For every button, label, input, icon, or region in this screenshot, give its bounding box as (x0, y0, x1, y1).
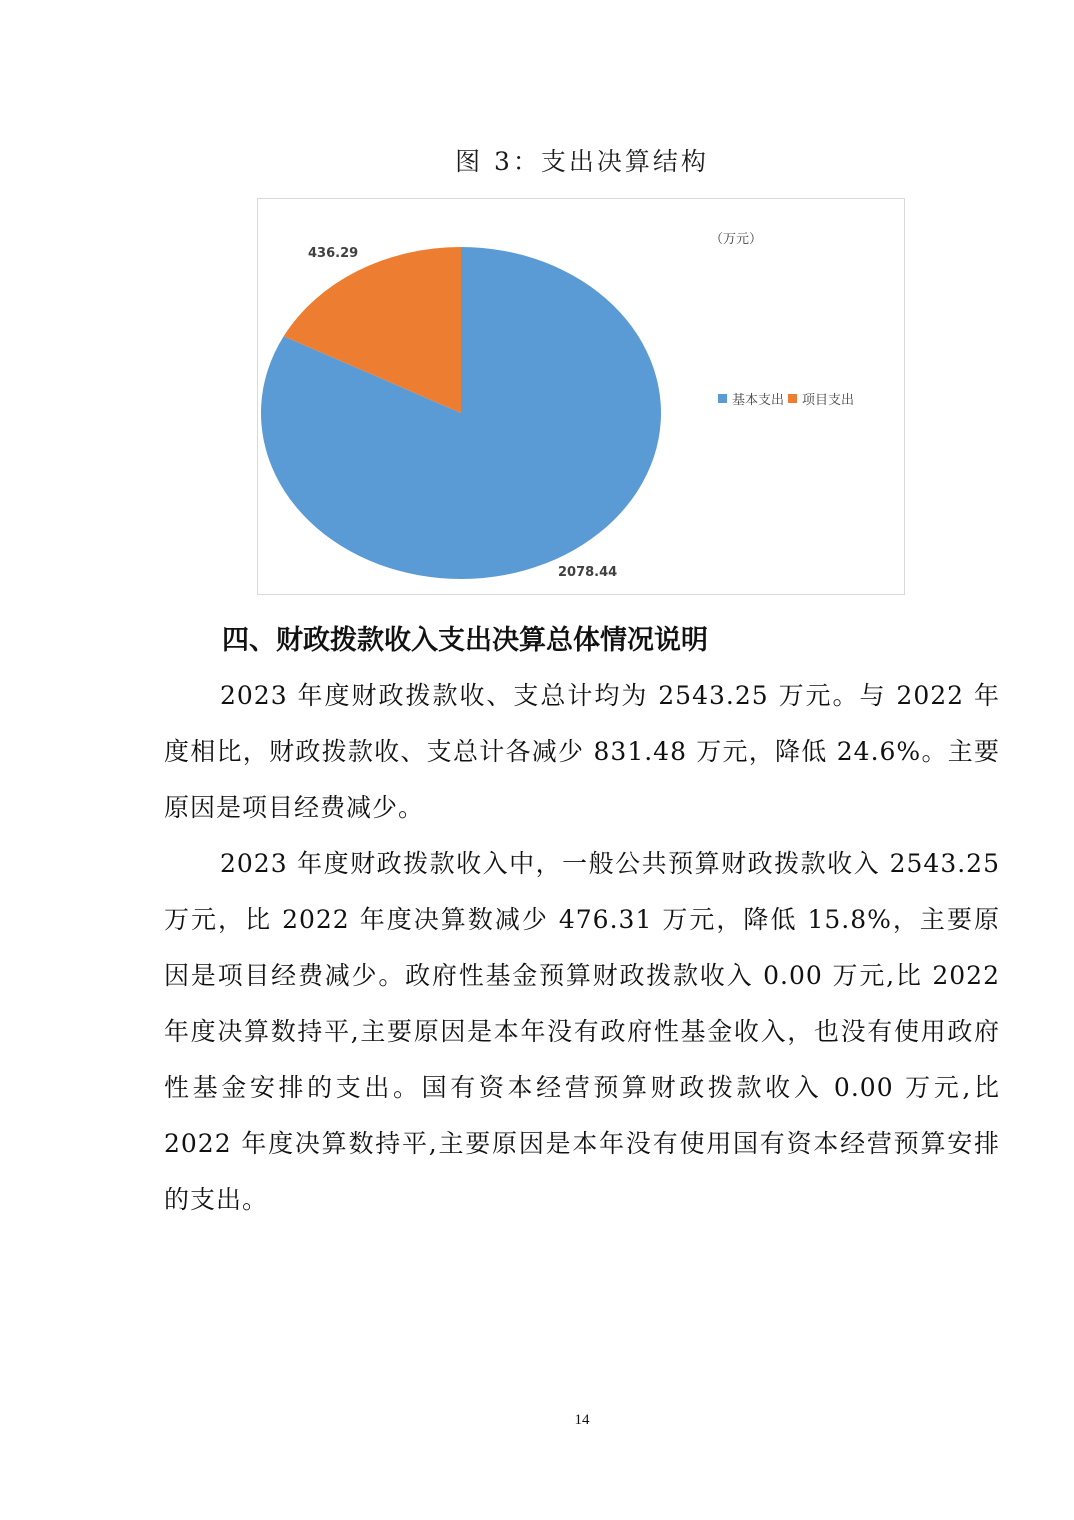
legend-item-basic (718, 389, 784, 408)
section-heading: 四、财政拨款收入支出决算总体情况说明 (222, 625, 708, 656)
legend-label-basic: 基本支出 (732, 393, 785, 408)
slice-label-project: 436.29 (308, 246, 359, 261)
page-number: 14 (574, 1412, 590, 1428)
paragraph-2: 2023 年度财政拨款收入中，一般公共预算财政拨款收入 2543.25 万元，比 2022 年度决算数减少 476.31 万元，降低 15.8%，主要原因是项目经费减少。政府性基金预算财政拨款收入 0.00 万元,比 2022 年度决算数持平,主要原因是本年没有政府性基金收入，也没有使用政府性基金安排的支出。国有资本经营预算财政拨款收入 0.00 万元,比 2022 年度决算数持平,主要原因是本年没有使用国有资本经营预算安排的支出。 (164, 849, 1000, 1214)
legend-item-project (788, 389, 854, 408)
legend-label-project: 项目支出 (802, 393, 855, 408)
slice-label-basic: 2078.44 (558, 565, 618, 580)
legend-swatch-project (788, 394, 797, 403)
chart-unit-label: （万元） (710, 232, 763, 247)
paragraph-1: 2023 年度财政拨款收、支总计均为 2543.25 万元。与 2022 年度相比，财政拨款收、支总计各减少 831.48 万元，降低 24.6%。主要原因是项目经费减少。 (164, 681, 1000, 822)
figure-caption: 图 3：支出决算结构 (455, 147, 709, 176)
legend-swatch-basic (718, 394, 727, 403)
pie-chart (257, 198, 905, 595)
chart-legend (718, 389, 858, 408)
